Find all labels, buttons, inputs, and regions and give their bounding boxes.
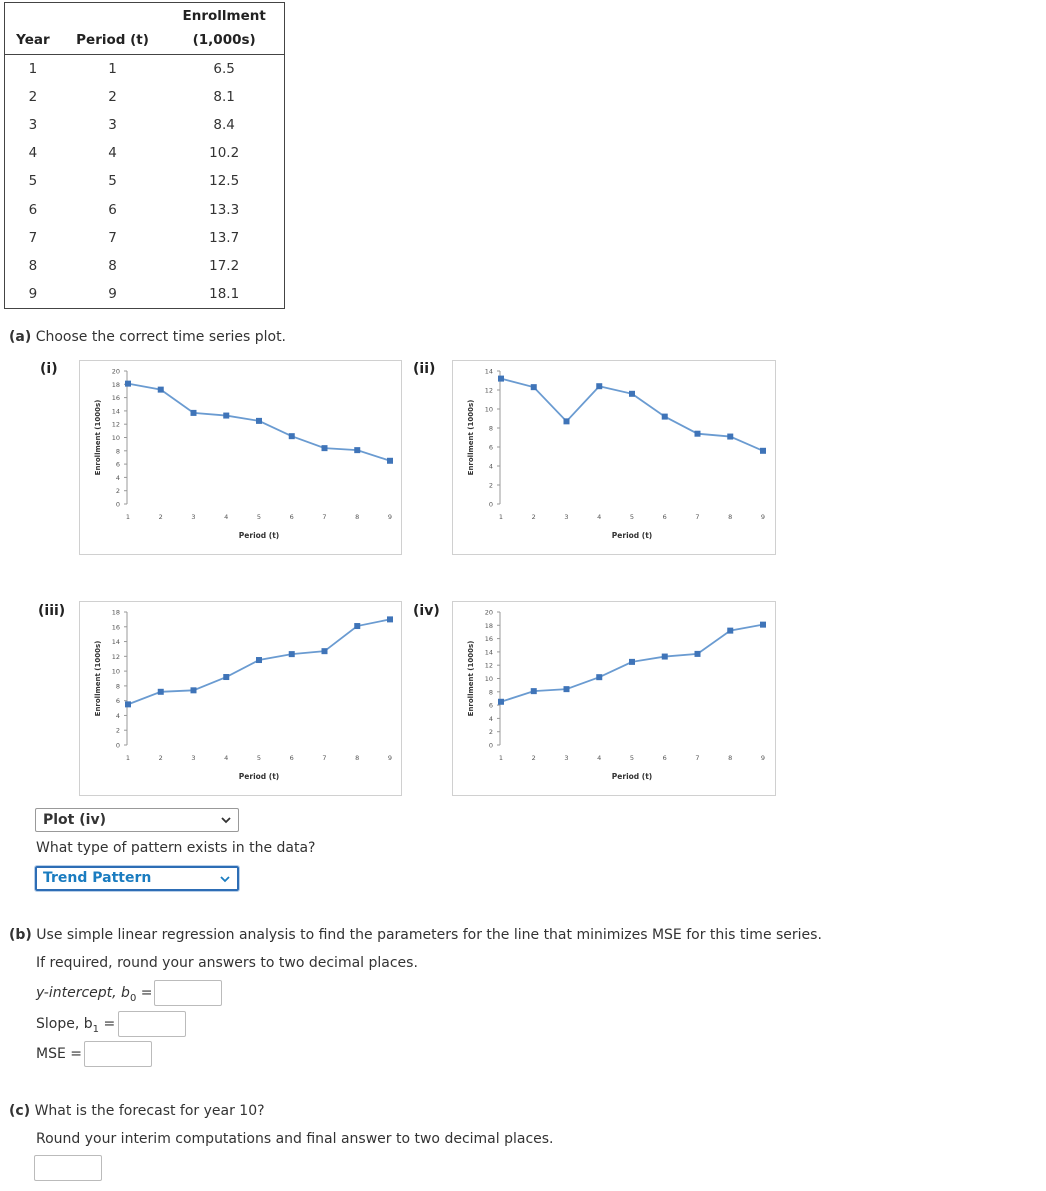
pattern-select-value: Trend Pattern — [43, 870, 152, 886]
data-point — [695, 431, 701, 437]
data-point — [727, 628, 733, 634]
y-tick-label: 14 — [111, 638, 120, 647]
data-point — [158, 387, 164, 393]
x-tick-label: 9 — [387, 754, 393, 762]
cell-year: 9 — [28, 285, 38, 302]
cell-enrollment: 18.1 — [209, 285, 240, 302]
cell-year: 8 — [28, 257, 38, 274]
data-point — [629, 391, 635, 397]
y-tick-label: 0 — [115, 741, 120, 750]
x-tick-label: 6 — [289, 513, 294, 521]
part-b-question — [9, 927, 822, 943]
data-point — [223, 413, 229, 419]
cell-year: 1 — [28, 61, 38, 78]
data-point — [256, 418, 262, 424]
part-b-text: Use simple linear regression analysis to find the parameters for the line that minimizes MSE for this time series. — [36, 927, 822, 943]
y-axis-label: Enrollment (1000s) — [94, 640, 102, 717]
x-axis-label: Period (t) — [611, 531, 653, 540]
x-tick-label: 2 — [158, 513, 163, 521]
year-header: Year — [16, 32, 50, 48]
cell-year: 2 — [28, 89, 38, 106]
intercept-label: y-intercept, $b_0$ = — [36, 985, 153, 1004]
data-point — [223, 674, 229, 680]
data-point — [596, 674, 602, 680]
table-row — [5, 195, 285, 223]
y-tick-label: 14 — [111, 407, 120, 416]
y-tick-label: 4 — [488, 462, 493, 471]
x-tick-label: 2 — [158, 754, 163, 762]
period-header-label: Period (t) — [76, 32, 149, 48]
data-point — [125, 381, 131, 387]
x-tick-label: 6 — [662, 513, 667, 521]
cell-year: 4 — [28, 145, 38, 162]
y-tick-label: 2 — [115, 487, 120, 496]
cell-period: 1 — [108, 61, 117, 78]
data-point — [564, 418, 570, 424]
y-tick-label: 2 — [488, 728, 493, 737]
chevron-down-icon — [219, 873, 231, 885]
y-tick-label: 4 — [115, 711, 120, 720]
cell-period: 8 — [108, 257, 117, 274]
x-tick-label: 2 — [531, 513, 536, 521]
data-point — [596, 383, 602, 389]
plot-label-ii: (ii) — [413, 361, 436, 377]
cell-enrollment: 13.7 — [209, 229, 240, 246]
table-row — [5, 252, 285, 280]
y-tick-label: 2 — [115, 726, 120, 735]
y-tick-label: 8 — [488, 424, 493, 433]
y-tick-label: 8 — [115, 447, 120, 456]
part-c-prefix: (c) — [9, 1103, 31, 1119]
cell-enrollment: 12.5 — [209, 173, 240, 190]
part-c-rounding: Round your interim computations and final answer to two decimal places. — [36, 1131, 554, 1147]
data-point — [760, 448, 766, 454]
x-tick-label: 8 — [355, 754, 360, 762]
table-header-row — [5, 3, 285, 55]
forecast-input[interactable] — [34, 1155, 102, 1181]
y-tick-label: 8 — [115, 682, 120, 691]
slope-label-text: Slope, b — [36, 1016, 93, 1032]
part-a-question — [9, 329, 286, 345]
plot-iii-chart — [79, 601, 402, 796]
table-row — [5, 139, 285, 167]
cell-enrollment: 8.1 — [213, 89, 235, 106]
cell-enrollment: 13.3 — [209, 201, 240, 218]
y-tick-label: 20 — [484, 608, 493, 617]
cell-enrollment: 17.2 — [209, 257, 240, 274]
intercept-input[interactable] — [154, 980, 222, 1006]
x-tick-label: 5 — [629, 513, 635, 521]
y-tick-label: 14 — [484, 367, 493, 376]
x-tick-label: 6 — [662, 754, 667, 762]
y-tick-label: 6 — [115, 697, 120, 706]
cell-period: 7 — [108, 229, 117, 246]
cell-period: 2 — [108, 89, 117, 106]
cell-year: 7 — [28, 229, 38, 246]
x-tick-label: 7 — [695, 513, 700, 521]
pattern-question: What type of pattern exists in the data? — [36, 840, 316, 856]
x-tick-label: 3 — [564, 513, 569, 521]
data-point — [531, 384, 537, 390]
y-tick-label: 12 — [111, 652, 120, 661]
plot-label-iii: (iii) — [38, 603, 66, 619]
y-tick-label: 6 — [488, 701, 493, 710]
enrollment-header-line2: (1,000s) — [192, 32, 256, 48]
y-axis-label: Enrollment (1000s) — [94, 399, 102, 476]
data-point — [498, 376, 504, 382]
table-row — [5, 224, 285, 252]
enrollment-table — [4, 2, 285, 309]
y-tick-label: 2 — [488, 481, 493, 490]
cell-period: 5 — [108, 173, 117, 190]
cell-period: 3 — [108, 117, 117, 134]
y-tick-label: 4 — [115, 473, 120, 482]
x-tick-label: 4 — [224, 754, 229, 762]
part-c-question — [9, 1103, 265, 1119]
x-tick-label: 8 — [728, 754, 733, 762]
y-tick-label: 12 — [111, 420, 120, 429]
data-point — [760, 622, 766, 628]
table-row — [5, 55, 285, 84]
pattern-select[interactable] — [35, 866, 239, 891]
cell-enrollment: 10.2 — [209, 145, 240, 162]
slope-subscript: 1 — [92, 1023, 100, 1035]
table-row — [5, 280, 285, 309]
part-a-prefix: (a) — [9, 329, 32, 345]
y-tick-label: 16 — [484, 635, 493, 644]
x-tick-label: 3 — [564, 754, 569, 762]
y-tick-label: 4 — [488, 714, 493, 723]
plot-label-i: (i) — [40, 361, 58, 377]
data-point — [289, 433, 295, 439]
intercept-label-text: y-intercept, b — [36, 985, 130, 1001]
data-point — [387, 616, 393, 622]
y-tick-label: 18 — [484, 621, 493, 630]
data-point — [322, 648, 328, 654]
x-tick-label: 4 — [597, 513, 602, 521]
y-tick-label: 0 — [115, 500, 120, 509]
data-point — [531, 688, 537, 694]
cell-year: 5 — [28, 173, 38, 190]
enrollment-header-line1: Enrollment — [182, 8, 266, 24]
data-point — [322, 445, 328, 451]
data-point — [564, 686, 570, 692]
y-tick-label: 20 — [111, 367, 120, 376]
data-point — [158, 689, 164, 695]
x-tick-label: 7 — [322, 513, 327, 521]
y-tick-label: 6 — [115, 460, 120, 469]
slope-input[interactable] — [118, 1011, 186, 1037]
plot-choice-value: Plot (iv) — [43, 812, 106, 828]
data-point — [191, 410, 197, 416]
cell-enrollment: 8.4 — [213, 117, 235, 134]
y-tick-label: 10 — [484, 405, 493, 414]
x-tick-label: 1 — [125, 754, 131, 762]
data-point — [125, 701, 131, 707]
x-tick-label: 9 — [387, 513, 393, 521]
period-header — [61, 3, 165, 55]
table-row — [5, 83, 285, 111]
data-point — [727, 434, 733, 440]
y-tick-label: 18 — [111, 608, 120, 617]
x-tick-label: 6 — [289, 754, 294, 762]
intercept-subscript: 0 — [129, 992, 137, 1004]
y-tick-label: 16 — [111, 394, 120, 403]
y-tick-label: 8 — [488, 688, 493, 697]
y-tick-label: 18 — [111, 380, 120, 389]
plot-iv-chart — [452, 601, 776, 796]
x-tick-label: 1 — [125, 513, 131, 521]
x-tick-label: 8 — [355, 513, 360, 521]
cell-period: 4 — [108, 145, 117, 162]
x-tick-label: 7 — [322, 754, 327, 762]
y-tick-label: 12 — [484, 386, 493, 395]
data-point — [191, 687, 197, 693]
plot-i-chart — [79, 360, 402, 555]
y-tick-label: 6 — [488, 443, 493, 452]
x-tick-label: 5 — [629, 754, 635, 762]
cell-enrollment: 6.5 — [213, 61, 235, 78]
y-axis-label: Enrollment (1000s) — [467, 640, 475, 717]
plot-choice-select[interactable] — [35, 808, 239, 832]
part-b-rounding: If required, round your answers to two decimal places. — [36, 955, 418, 971]
y-tick-label: 10 — [111, 667, 120, 676]
plot-ii-chart — [452, 360, 776, 555]
x-tick-label: 4 — [597, 754, 602, 762]
x-axis-label: Period (t) — [611, 772, 653, 781]
table-row — [5, 111, 285, 139]
series-line — [501, 379, 763, 451]
data-point — [354, 447, 360, 453]
data-point — [354, 623, 360, 629]
x-tick-label: 3 — [191, 513, 196, 521]
x-tick-label: 8 — [728, 513, 733, 521]
y-tick-label: 10 — [484, 675, 493, 683]
y-axis-label: Enrollment (1000s) — [467, 399, 475, 476]
x-tick-label: 5 — [256, 513, 262, 521]
x-tick-label: 3 — [191, 754, 196, 762]
x-tick-label: 7 — [695, 754, 700, 762]
y-tick-label: 14 — [484, 648, 493, 657]
y-tick-label: 0 — [488, 741, 493, 750]
cell-year: 6 — [28, 201, 38, 218]
data-point — [498, 699, 504, 705]
cell-period: 9 — [108, 285, 117, 302]
x-tick-label: 9 — [760, 513, 766, 521]
table-row — [5, 167, 285, 195]
mse-label: MSE = — [36, 1046, 82, 1062]
part-b-prefix: (b) — [9, 927, 32, 943]
x-tick-label: 1 — [498, 513, 504, 521]
part-a-text: Choose the correct time series plot. — [35, 329, 287, 345]
plot-label-iv: (iv) — [413, 603, 440, 619]
x-tick-label: 2 — [531, 754, 536, 762]
data-point — [662, 414, 668, 420]
data-point — [256, 657, 262, 663]
part-c-text: What is the forecast for year 10? — [34, 1103, 265, 1119]
data-point — [695, 651, 701, 657]
x-tick-label: 4 — [224, 513, 229, 521]
y-tick-label: 0 — [488, 500, 493, 509]
x-tick-label: 9 — [760, 754, 766, 762]
enrollment-header — [164, 3, 284, 55]
data-point — [289, 651, 295, 657]
cell-period: 6 — [108, 201, 117, 218]
x-axis-label: Period (t) — [238, 772, 280, 781]
data-point — [662, 654, 668, 660]
cell-year: 3 — [28, 117, 38, 134]
chevron-down-icon — [220, 814, 232, 826]
mse-input[interactable] — [84, 1041, 152, 1067]
y-tick-label: 10 — [111, 434, 120, 442]
x-axis-label: Period (t) — [238, 531, 280, 540]
data-point — [629, 659, 635, 665]
x-tick-label: 5 — [256, 754, 262, 762]
data-point — [387, 458, 393, 464]
y-tick-label: 12 — [484, 661, 493, 670]
y-tick-label: 16 — [111, 623, 120, 632]
slope-label: Slope, $b_1$ = — [36, 1016, 116, 1035]
x-tick-label: 1 — [498, 754, 504, 762]
